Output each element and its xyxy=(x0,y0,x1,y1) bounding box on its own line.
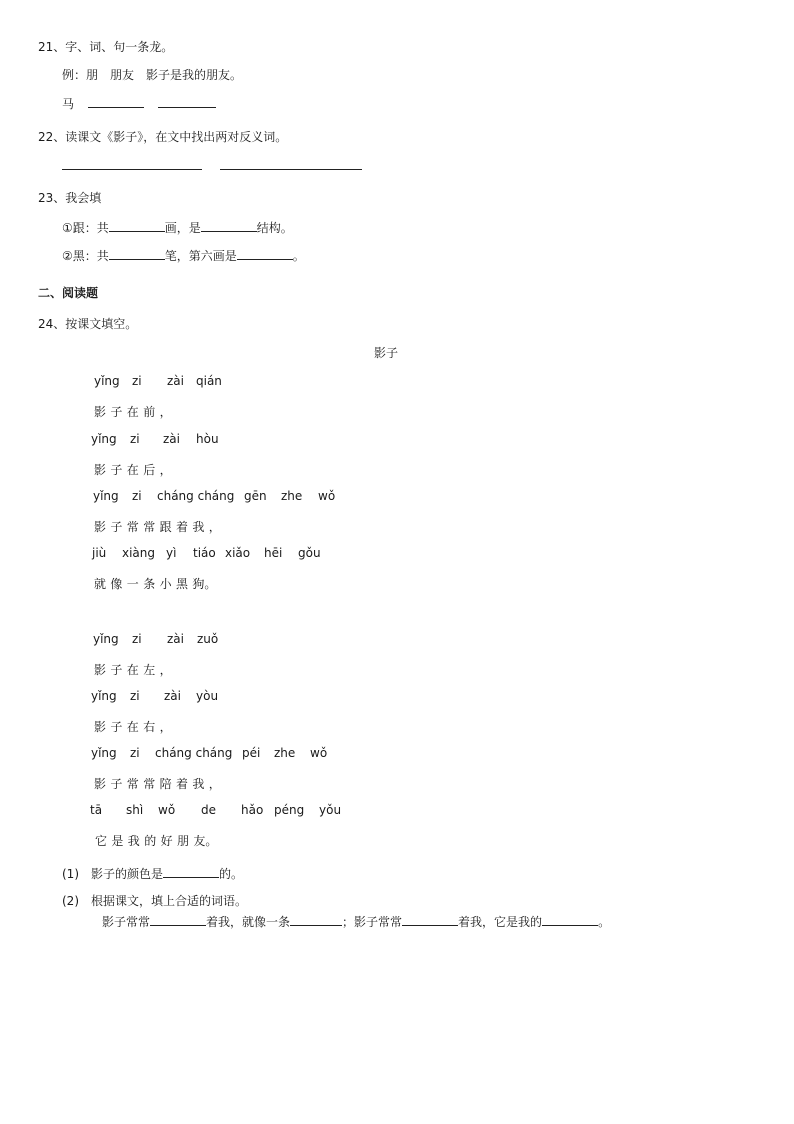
pinyin-syllable: zhe xyxy=(274,746,296,760)
q24-sub2-line xyxy=(102,913,610,930)
hanzi-char: ， xyxy=(208,520,221,534)
hanzi-char: 常 xyxy=(143,777,156,791)
answer-blank[interactable] xyxy=(220,157,278,170)
pinyin-syllable: zhe xyxy=(281,489,303,503)
pinyin-syllable: zi xyxy=(130,746,140,760)
hanzi-char: 影 xyxy=(94,663,107,677)
section-heading: 二、阅读题 xyxy=(38,286,99,300)
pinyin-syllable: zi xyxy=(132,374,142,388)
pinyin-syllable: zài xyxy=(167,374,184,388)
hanzi-char: 跟 xyxy=(159,520,172,534)
hanzi-char: 好 xyxy=(160,834,173,848)
answer-blank[interactable] xyxy=(201,219,257,232)
pinyin-syllable: péi xyxy=(242,746,261,760)
q24-sub2-text: 着我，它是我的 xyxy=(458,915,543,929)
q23-line2-text: 笔，第六画是 xyxy=(164,249,237,263)
pinyin-syllable: yǐng xyxy=(93,632,119,646)
pinyin-syllable: wǒ xyxy=(158,803,176,817)
pinyin-syllable: yǒu xyxy=(319,803,342,817)
answer-blank[interactable] xyxy=(290,913,342,926)
hanzi-char: ， xyxy=(208,777,221,791)
hanzi-char: 狗。 xyxy=(192,577,217,591)
pinyin-syllable: zi xyxy=(130,689,140,703)
pinyin-syllable: yì xyxy=(166,546,177,560)
pinyin-syllable: xiàng xyxy=(122,546,156,560)
pinyin-syllable: yòu xyxy=(196,689,219,703)
hanzi-char: 一 xyxy=(126,577,139,591)
answer-blank[interactable] xyxy=(150,913,206,926)
hanzi-char: 子 xyxy=(110,463,123,477)
pinyin-syllable: wǒ xyxy=(310,746,328,760)
pinyin-syllable: xiǎo xyxy=(225,546,251,560)
hanzi-char: 影 xyxy=(94,720,107,734)
hanzi-char: 黑 xyxy=(176,577,189,591)
hanzi-char: 友。 xyxy=(193,834,218,848)
pinyin-syllable: cháng cháng xyxy=(155,746,233,760)
q24-title: 24、按课文填空。 xyxy=(38,317,138,331)
hanzi-char: 影 xyxy=(94,520,107,534)
q23-line2-text: 。 xyxy=(292,249,305,263)
q23-title: 23、我会填 xyxy=(38,191,102,205)
hanzi-char: 朋 xyxy=(177,834,190,848)
pinyin-syllable: yǐng xyxy=(93,489,119,503)
pinyin-syllable: hòu xyxy=(196,432,219,446)
pinyin-syllable: gǒu xyxy=(298,546,321,560)
hanzi-char: ， xyxy=(159,405,172,419)
answer-blank[interactable] xyxy=(109,247,165,260)
answer-blank[interactable] xyxy=(158,95,216,108)
answer-blank[interactable] xyxy=(163,865,219,878)
pinyin-syllable: yǐng xyxy=(94,374,120,388)
hanzi-char: 子 xyxy=(110,520,123,534)
q23-line1-text: 结构。 xyxy=(256,221,293,235)
pinyin-syllable: shì xyxy=(126,803,144,817)
q24-sub2-text: ；影子常常 xyxy=(342,915,403,929)
pinyin-syllable: péng xyxy=(274,803,305,817)
pinyin-syllable: gēn xyxy=(244,489,267,503)
hanzi-char: 常 xyxy=(143,520,156,534)
answer-blank[interactable] xyxy=(109,219,165,232)
q22-title: 22、读课文《影子》，在文中找出两对反义词。 xyxy=(38,130,288,144)
hanzi-char: 前 xyxy=(143,405,156,419)
hanzi-char: 影 xyxy=(94,777,107,791)
q23-line1 xyxy=(62,219,293,236)
pinyin-syllable: hēi xyxy=(264,546,283,560)
q23-line1-text: 画，是 xyxy=(164,221,201,235)
pinyin-syllable: jiù xyxy=(92,546,107,560)
pinyin-syllable: tiáo xyxy=(193,546,216,560)
hanzi-char: 在 xyxy=(126,405,139,419)
hanzi-char: 在 xyxy=(126,663,139,677)
pinyin-syllable: wǒ xyxy=(318,489,336,503)
hanzi-char: 子 xyxy=(110,663,123,677)
answer-blank[interactable] xyxy=(144,157,202,170)
pinyin-syllable: zài xyxy=(164,689,181,703)
hanzi-char: 常 xyxy=(126,777,139,791)
hanzi-char: 条 xyxy=(143,577,156,591)
answer-blank[interactable] xyxy=(237,247,293,260)
hanzi-char: ， xyxy=(159,720,172,734)
q24-sub1-text: 的。 xyxy=(219,867,244,881)
hanzi-char: 常 xyxy=(126,520,139,534)
pair-dash xyxy=(278,157,304,170)
hanzi-char: 子 xyxy=(110,777,123,791)
hanzi-char: 是 xyxy=(111,834,124,848)
hanzi-char: 像 xyxy=(110,577,123,591)
pair-dash xyxy=(118,157,144,170)
q24-sub1-text: (1) 影子的颜色是 xyxy=(62,867,163,881)
hanzi-char: 子 xyxy=(110,720,123,734)
q24-sub2-title: (2) 根据课文，填上合适的词语。 xyxy=(62,894,247,908)
answer-blank[interactable] xyxy=(62,157,118,170)
pinyin-syllable: tā xyxy=(90,803,103,817)
answer-blank[interactable] xyxy=(304,157,362,170)
pinyin-syllable: cháng cháng xyxy=(157,489,235,503)
pinyin-syllable: zi xyxy=(130,432,140,446)
hanzi-char: ， xyxy=(159,663,172,677)
q21-title: 21、字、词、句一条龙。 xyxy=(38,40,174,54)
hanzi-char: 陪 xyxy=(159,777,172,791)
pinyin-syllable: yǐng xyxy=(91,746,117,760)
answer-blank[interactable] xyxy=(402,913,458,926)
hanzi-char: 子 xyxy=(110,405,123,419)
pinyin-syllable: yǐng xyxy=(91,432,117,446)
pinyin-syllable: hǎo xyxy=(241,803,264,817)
pinyin-syllable: yǐng xyxy=(91,689,117,703)
answer-blank[interactable] xyxy=(88,95,144,108)
hanzi-char: 的 xyxy=(144,834,157,848)
hanzi-char: 它 xyxy=(95,834,108,848)
q24-sub2-text: 。 xyxy=(598,915,611,929)
hanzi-char: 影 xyxy=(94,405,107,419)
hanzi-char: 左 xyxy=(143,663,156,677)
hanzi-char: 右 xyxy=(143,720,156,734)
hanzi-char: 影 xyxy=(94,463,107,477)
hanzi-char: 小 xyxy=(159,577,172,591)
hanzi-char: 着 xyxy=(176,777,189,791)
pinyin-syllable: de xyxy=(201,803,216,817)
q24-sub1 xyxy=(62,865,243,882)
hanzi-char: 我 xyxy=(127,834,140,848)
pinyin-syllable: zuǒ xyxy=(197,632,219,646)
pinyin-syllable: zài xyxy=(167,632,184,646)
q22-answer-line xyxy=(62,157,362,174)
hanzi-char: 我 xyxy=(192,777,205,791)
pinyin-syllable: zi xyxy=(132,489,142,503)
q24-sub2-text: 着我，就像一条 xyxy=(206,915,291,929)
q24-sub2-text: 影子常常 xyxy=(102,915,151,929)
poem-title: 影子 xyxy=(374,346,399,360)
hanzi-char: 后 xyxy=(143,463,156,477)
hanzi-char: 在 xyxy=(126,463,139,477)
hanzi-char: 在 xyxy=(126,720,139,734)
hanzi-char: 就 xyxy=(94,577,107,591)
pinyin-syllable: zi xyxy=(132,632,142,646)
pinyin-syllable: zài xyxy=(163,432,180,446)
hanzi-char: 着 xyxy=(176,520,189,534)
pinyin-syllable: qián xyxy=(196,374,222,388)
answer-blank[interactable] xyxy=(542,913,598,926)
q21-prompt: 马 xyxy=(62,97,75,111)
q23-line2 xyxy=(62,247,305,264)
q21-answer-line xyxy=(62,95,216,112)
hanzi-char: 我 xyxy=(192,520,205,534)
hanzi-char: ， xyxy=(159,463,172,477)
q23-line2-text: ②黑：共 xyxy=(62,249,109,263)
q23-line1-text: ①跟：共 xyxy=(62,221,109,235)
q21-example: 例：朋 朋友 影子是我的朋友。 xyxy=(62,68,243,82)
